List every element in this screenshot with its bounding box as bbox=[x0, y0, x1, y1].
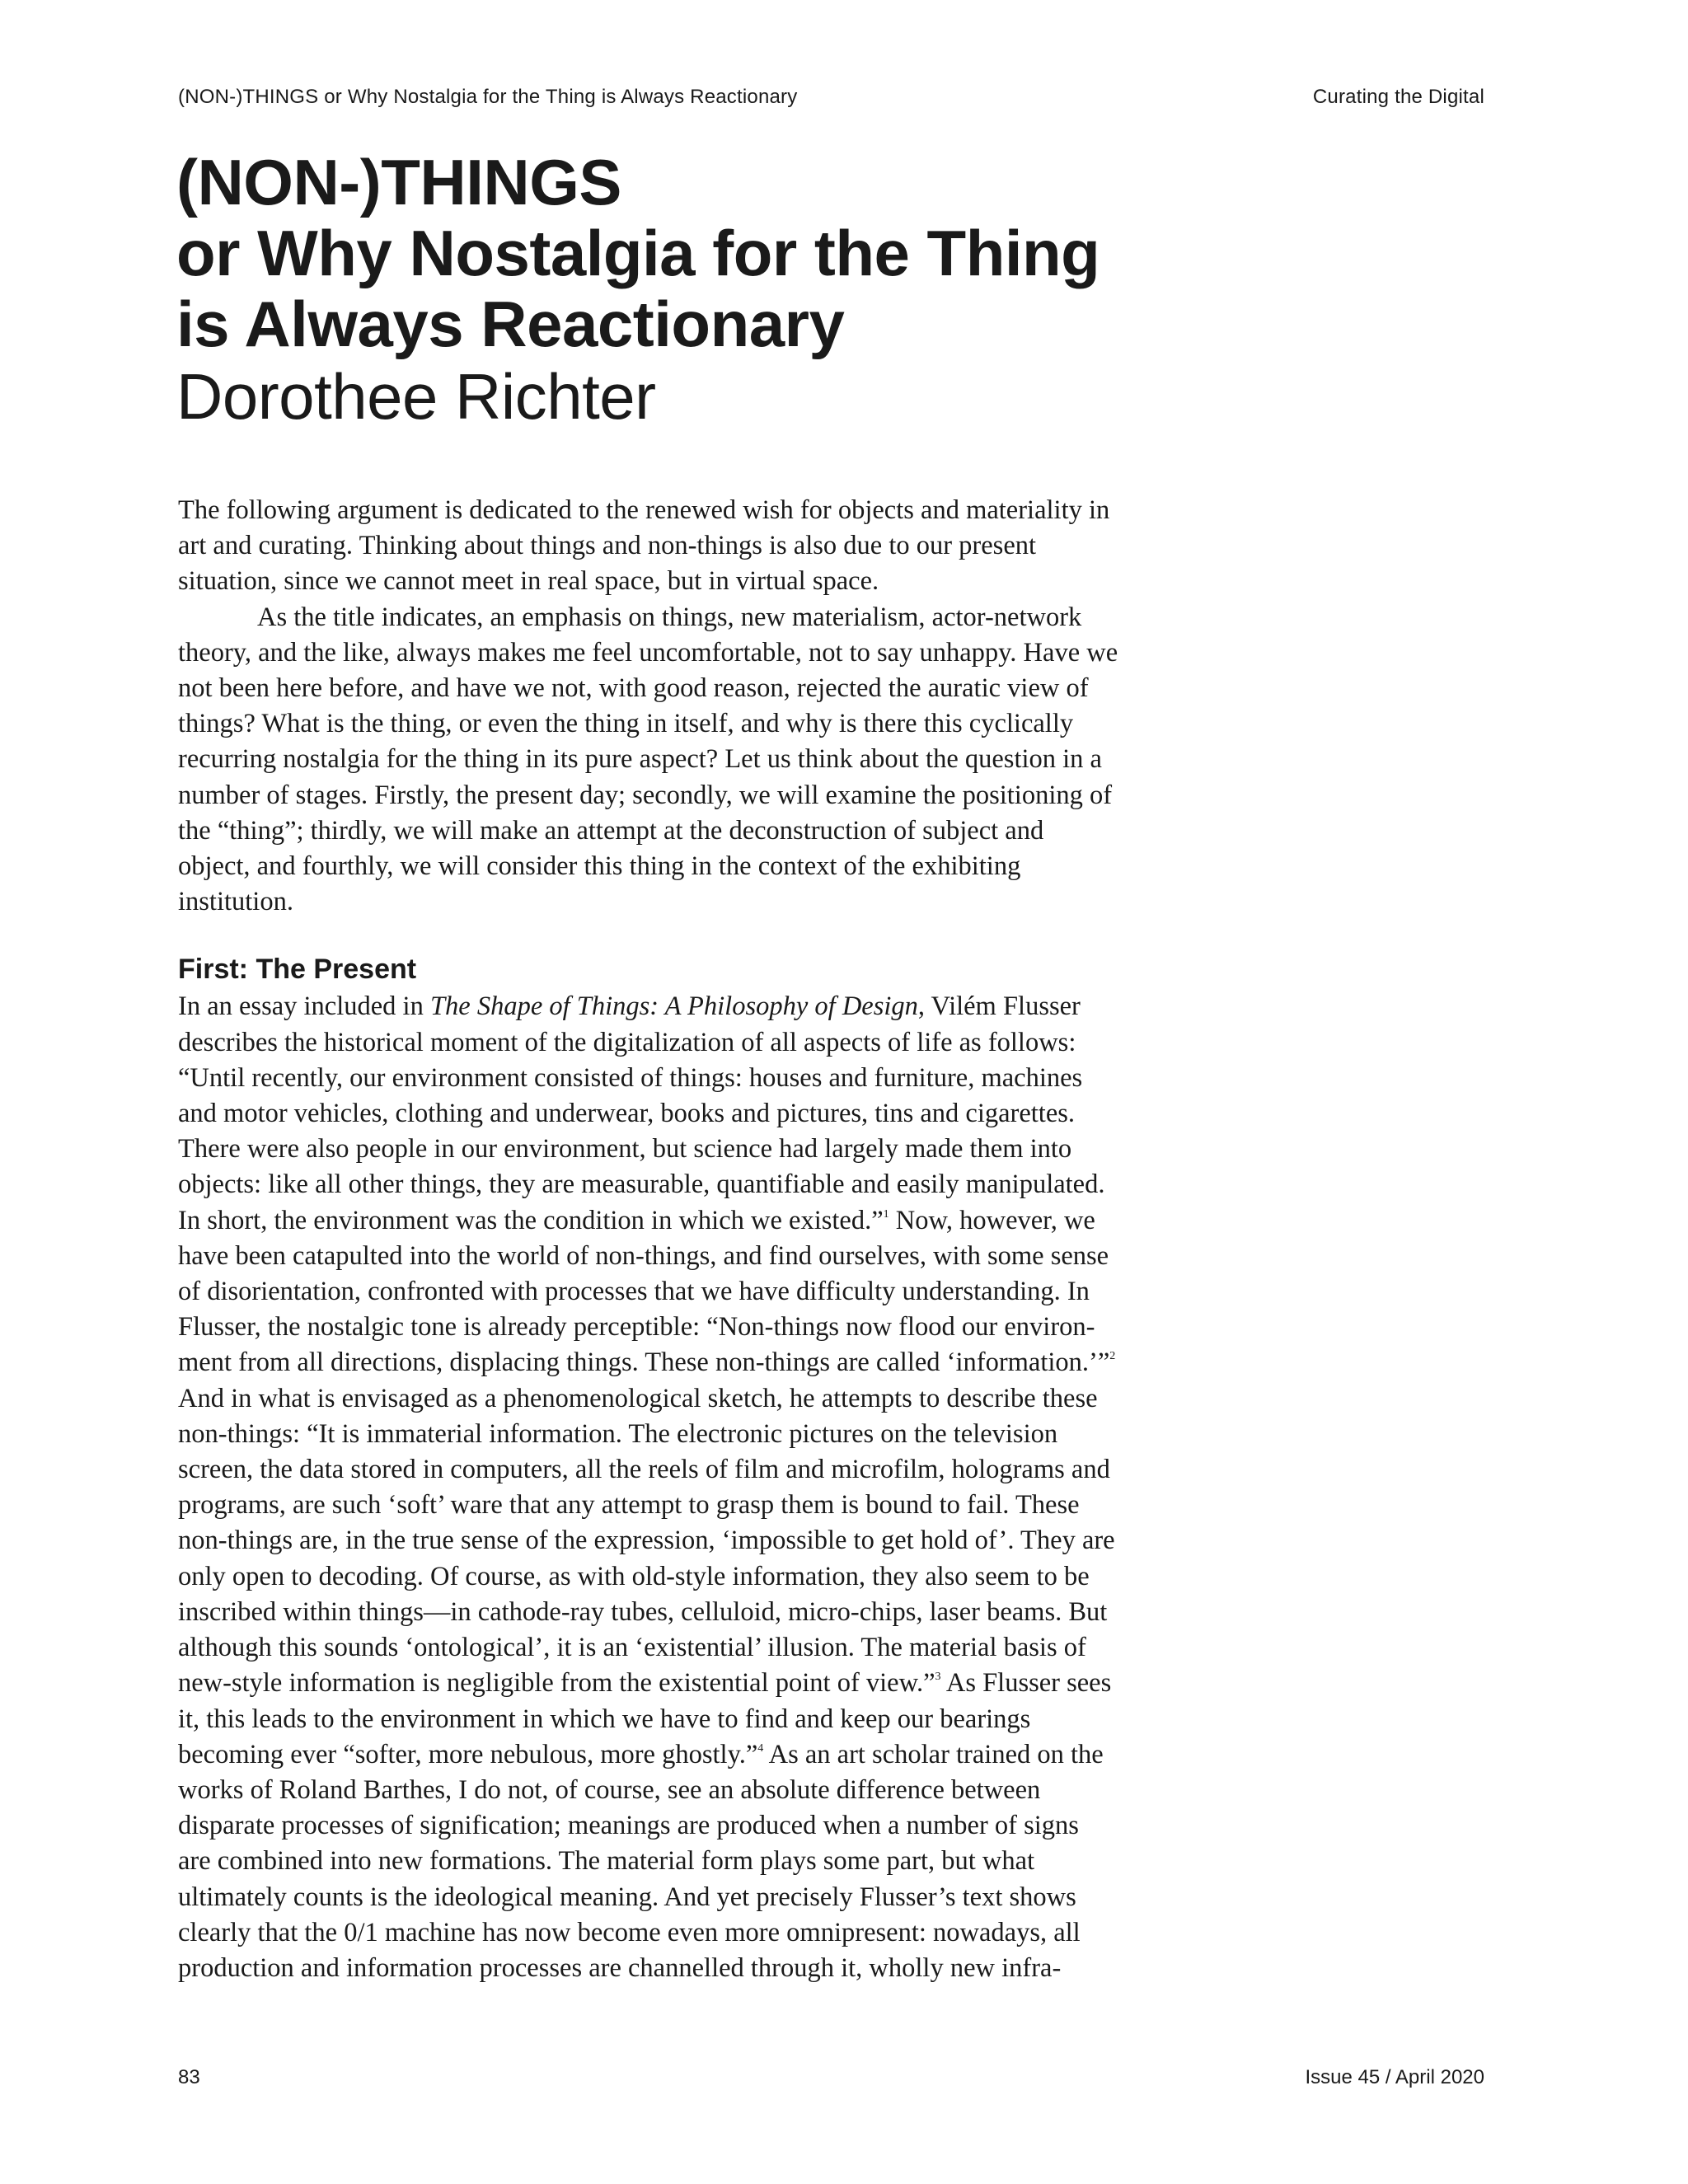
text-line: it, this leads to the environment in which we have to find and keep our bearings bbox=[178, 1704, 1031, 1734]
text-run: ment from all directions, displacing things. These non-things are called ‘information.’” bbox=[178, 1347, 1110, 1378]
text-run: Now, however, we bbox=[889, 1205, 1095, 1235]
text-line: describes the historical moment of the digitalization of all aspects of life as follows: bbox=[178, 1027, 1076, 1057]
article-title-line: or Why Nostalgia for the Thing bbox=[176, 217, 1100, 289]
article-author: Dorothee Richter bbox=[176, 360, 656, 433]
footnote-marker: 2 bbox=[1109, 1350, 1116, 1363]
running-head-journal: Curating the Digital bbox=[1312, 86, 1484, 108]
running-head bbox=[178, 86, 1484, 109]
text-line: clearly that the 0/1 machine has now become even more omnipresent: nowadays, all bbox=[178, 1917, 1081, 1947]
running-head-title: (NON-)THINGS or Why Nostalgia for the Thing is Always Reactionary bbox=[178, 86, 798, 108]
text-line bbox=[178, 1203, 1167, 1239]
footnote-marker: 4 bbox=[757, 1741, 764, 1755]
text-line: not been here before, and have we not, with good reason, rejected the auratic view of bbox=[178, 673, 1089, 704]
text-line: have been catapulted into the world of non-things, and find ourselves, with some sense bbox=[178, 1240, 1109, 1271]
text-line: the “thing”; thirdly, we will make an attempt at the deconstruction of subject and bbox=[178, 815, 1044, 846]
text-line: ultimately counts is the ideological meaning. And yet precisely Flusser’s text shows bbox=[178, 1882, 1076, 1912]
text-line: There were also people in our environment, but science had largely made them into bbox=[178, 1134, 1072, 1165]
text-line: art and curating. Thinking about things and non-things is also due to our present bbox=[178, 531, 1037, 561]
article-body bbox=[178, 493, 1167, 1986]
text-line: production and information processes are channelled through it, wholly new infra- bbox=[178, 1952, 1062, 1983]
page-number: 83 bbox=[178, 2066, 200, 2088]
text-line: situation, since we cannot meet in real space, but in virtual space. bbox=[178, 566, 879, 597]
text-line: And in what is envisaged as a phenomenological sketch, he attempts to describe these bbox=[178, 1383, 1098, 1413]
text-line: As the title indicates, an emphasis on things, new materialism, actor-network bbox=[257, 602, 1082, 632]
intro-paragraph-1 bbox=[178, 493, 1167, 600]
section-paragraph bbox=[178, 989, 1167, 1986]
text-run: , Vilém Flusser bbox=[917, 991, 1081, 1022]
text-line: number of stages. Firstly, the present day; secondly, we will examine the positioning of bbox=[178, 780, 1113, 810]
text-run: In an essay included in bbox=[178, 991, 430, 1022]
text-line: of disorientation, confronted with processes that we have difficulty understanding. In bbox=[178, 1277, 1090, 1307]
text-line: inscribed within things—in cathode-ray tubes, celluloid, micro-chips, laser beams. But bbox=[178, 1596, 1108, 1627]
text-line: The following argument is dedicated to the renewed wish for objects and materiality in bbox=[178, 495, 1110, 525]
article-title-line: is Always Reactionary bbox=[176, 288, 845, 360]
text-line: disparate processes of signification; meanings are produced when a number of signs bbox=[178, 1811, 1079, 1841]
text-line: are combined into new formations. The material form plays some part, but what bbox=[178, 1846, 1035, 1877]
text-line: screen, the data stored in computers, all the reels of film and microfilm, holograms and bbox=[178, 1455, 1110, 1485]
issue-info: Issue 45 / April 2020 bbox=[1305, 2066, 1484, 2088]
text-run: As Flusser sees bbox=[940, 1668, 1112, 1699]
page-footer bbox=[178, 2066, 1484, 2089]
text-line: and motor vehicles, clothing and underwear, books and pictures, tins and cigarettes. bbox=[178, 1099, 1076, 1129]
text-line: works of Roland Barthes, I do not, of course, see an absolute difference between bbox=[178, 1774, 1041, 1805]
intro-paragraph-2 bbox=[178, 600, 1167, 921]
text-line bbox=[178, 1345, 1167, 1380]
text-line: institution. bbox=[178, 887, 293, 917]
text-run: In short, the environment was the condition in which we existed.” bbox=[178, 1205, 884, 1235]
text-line: non-things are, in the true sense of the expression, ‘impossible to get hold of’. They are bbox=[178, 1526, 1115, 1556]
text-line bbox=[178, 1737, 1167, 1773]
article-title-block bbox=[176, 147, 1248, 434]
text-line: programs, are such ‘soft’ ware that any attempt to grasp them is bound to fail. These bbox=[178, 1490, 1080, 1521]
text-line: “Until recently, our environment consisted of things: houses and furniture, machines bbox=[178, 1062, 1083, 1093]
book-title: The Shape of Things: A Philosophy of Design bbox=[429, 991, 918, 1022]
text-line: object, and fourthly, we will consider this thing in the context of the exhibiting bbox=[178, 851, 1021, 882]
article-title-line: (NON-)THINGS bbox=[176, 146, 621, 218]
text-line: objects: like all other things, they are measurable, quantifiable and easily manipulated. bbox=[178, 1169, 1105, 1200]
text-line: Flusser, the nostalgic tone is already perceptible: “Non-things now flood our environ- bbox=[178, 1312, 1095, 1343]
text-line: recurring nostalgia for the thing in its pure aspect? Let us think about the question in a bbox=[178, 744, 1102, 775]
text-line bbox=[178, 1666, 1167, 1701]
footnote-marker: 1 bbox=[883, 1207, 889, 1221]
text-line: theory, and the like, always makes me feel uncomfortable, not to say unhappy. Have we bbox=[178, 637, 1118, 668]
text-line bbox=[178, 989, 1167, 1024]
text-line: although this sounds ‘ontological’, it is an ‘existential’ illusion. The material basis of bbox=[178, 1633, 1086, 1663]
text-line: things? What is the thing, or even the thing in itself, and why is there this cyclically bbox=[178, 709, 1074, 739]
footnote-marker: 3 bbox=[935, 1671, 941, 1684]
text-line: non-things: “It is immaterial information. The electronic pictures on the television bbox=[178, 1418, 1058, 1449]
section-heading: First: The Present bbox=[178, 954, 417, 986]
text-run: new-style information is negligible from the existential point of view.” bbox=[178, 1668, 935, 1699]
text-run: As an art scholar trained on the bbox=[763, 1739, 1104, 1769]
text-line: only open to decoding. Of course, as with old-style information, they also seem to be bbox=[178, 1561, 1090, 1591]
text-run: becoming ever “softer, more nebulous, more ghostly.” bbox=[178, 1739, 758, 1769]
